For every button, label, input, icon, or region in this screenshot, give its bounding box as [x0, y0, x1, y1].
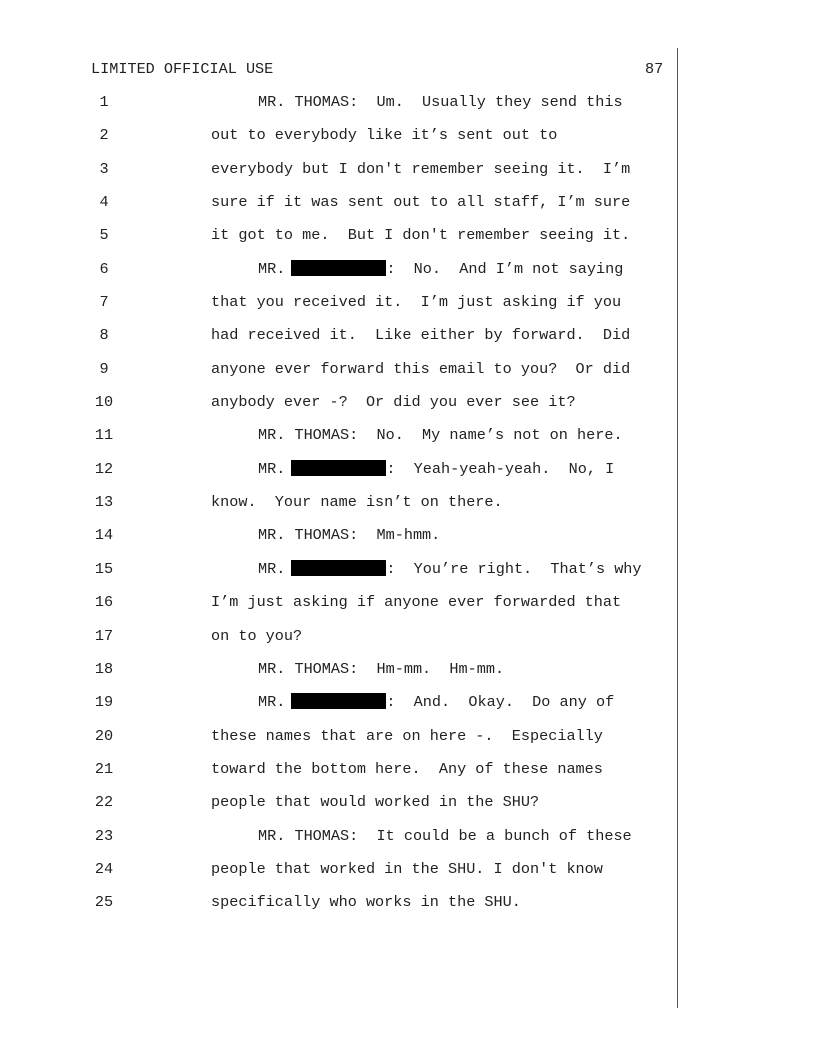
transcript-line [0, 154, 677, 187]
line-text [258, 693, 614, 711]
page-number: 87 [645, 60, 664, 78]
transcript-line [0, 87, 677, 120]
line-text: everybody but I don't remember seeing it. I’m [211, 159, 631, 178]
redaction-bar [291, 560, 386, 576]
line-number: 2 [99, 126, 109, 145]
transcript-line [0, 554, 677, 587]
line-text: anyone ever forward this email to you? Or did [211, 359, 631, 378]
speaker-line-remainder: : No. And I’m not saying [386, 259, 624, 278]
line-text: toward the bottom here. Any of these names [211, 759, 603, 778]
line-text: on to you? [211, 626, 303, 645]
transcript-line [0, 387, 677, 420]
transcript-line [0, 354, 677, 387]
line-number: 25 [94, 893, 114, 912]
line-text: MR. THOMAS: Um. Usually they send this [258, 93, 623, 111]
line-text: had received it. Like either by forward. Did [211, 326, 631, 345]
line-text: it got to me. But I don't remember seeing it. [211, 226, 631, 245]
line-text: know. Your name isn’t on there. [211, 493, 503, 512]
speaker-prefix: MR. [258, 459, 286, 478]
line-number: 11 [94, 426, 114, 445]
line-text: sure if it was sent out to all staff, I’m sure [211, 193, 631, 212]
line-number: 14 [94, 526, 114, 545]
transcript-line [0, 854, 677, 887]
line-number: 9 [99, 359, 109, 378]
redaction-bar [291, 693, 386, 709]
line-number: 23 [94, 826, 114, 845]
line-text: MR. THOMAS: Hm-mm. Hm-mm. [258, 659, 505, 678]
transcript-line [0, 520, 677, 553]
line-number: 16 [94, 593, 114, 612]
line-text [258, 260, 623, 278]
line-text: specifically who works in the SHU. [211, 893, 521, 912]
transcript-line [0, 621, 677, 654]
speaker-prefix: MR. [258, 693, 286, 712]
line-text: people that worked in the SHU. I don't know [211, 859, 603, 878]
transcript-line [0, 220, 677, 253]
line-text: I’m just asking if anyone ever forwarded that [211, 593, 622, 612]
line-number: 7 [99, 293, 109, 312]
transcript-line [0, 287, 677, 320]
transcript-body [0, 87, 677, 921]
line-number: 21 [94, 759, 114, 778]
transcript-line [0, 654, 677, 687]
line-text: these names that are on here -. Especially [211, 726, 603, 745]
line-text: MR. THOMAS: Mm-hmm. [258, 526, 441, 545]
transcript-line [0, 320, 677, 353]
line-text: out to everybody like it’s sent out to [211, 126, 558, 145]
line-text [258, 560, 642, 578]
classification-header: LIMITED OFFICIAL USE [91, 60, 274, 78]
line-number: 20 [94, 726, 114, 745]
transcript-line [0, 454, 677, 487]
line-number: 4 [99, 193, 109, 212]
transcript-line [0, 721, 677, 754]
line-number: 1 [99, 93, 109, 111]
transcript-line [0, 587, 677, 620]
line-number: 17 [94, 626, 114, 645]
redaction-bar [291, 260, 386, 276]
transcript-line [0, 687, 677, 720]
speaker-line-remainder: : And. Okay. Do any of [386, 693, 615, 712]
line-number: 18 [94, 659, 114, 678]
speaker-line-remainder: : Yeah-yeah-yeah. No, I [386, 459, 615, 478]
speaker-prefix: MR. [258, 259, 286, 278]
speaker-line-remainder: : You’re right. That’s why [386, 559, 642, 578]
line-number: 13 [94, 493, 114, 512]
line-number: 5 [99, 226, 109, 245]
line-text: people that would worked in the SHU? [211, 793, 540, 812]
transcript-line [0, 787, 677, 820]
transcript-line [0, 254, 677, 287]
line-number: 10 [94, 393, 114, 412]
line-text: anybody ever -? Or did you ever see it? [211, 393, 576, 412]
transcript-line [0, 420, 677, 453]
line-number: 6 [99, 259, 109, 278]
speaker-prefix: MR. [258, 559, 286, 578]
line-text: MR. THOMAS: No. My name’s not on here. [258, 426, 623, 445]
redaction-bar [291, 460, 386, 476]
transcript-line [0, 187, 677, 220]
line-number: 19 [94, 693, 114, 712]
line-text [258, 460, 614, 478]
transcript-line [0, 487, 677, 520]
line-text: MR. THOMAS: It could be a bunch of these [258, 826, 632, 845]
line-number: 22 [94, 793, 114, 812]
line-number: 3 [99, 159, 109, 178]
line-number: 24 [94, 859, 114, 878]
transcript-line [0, 887, 677, 920]
line-number: 8 [99, 326, 109, 345]
right-margin-rule [677, 48, 678, 1008]
transcript-line [0, 821, 677, 854]
transcript-line [0, 754, 677, 787]
line-number: 15 [94, 559, 114, 578]
line-number: 12 [94, 459, 114, 478]
transcript-line [0, 120, 677, 153]
line-text: that you received it. I’m just asking if you [211, 293, 622, 312]
